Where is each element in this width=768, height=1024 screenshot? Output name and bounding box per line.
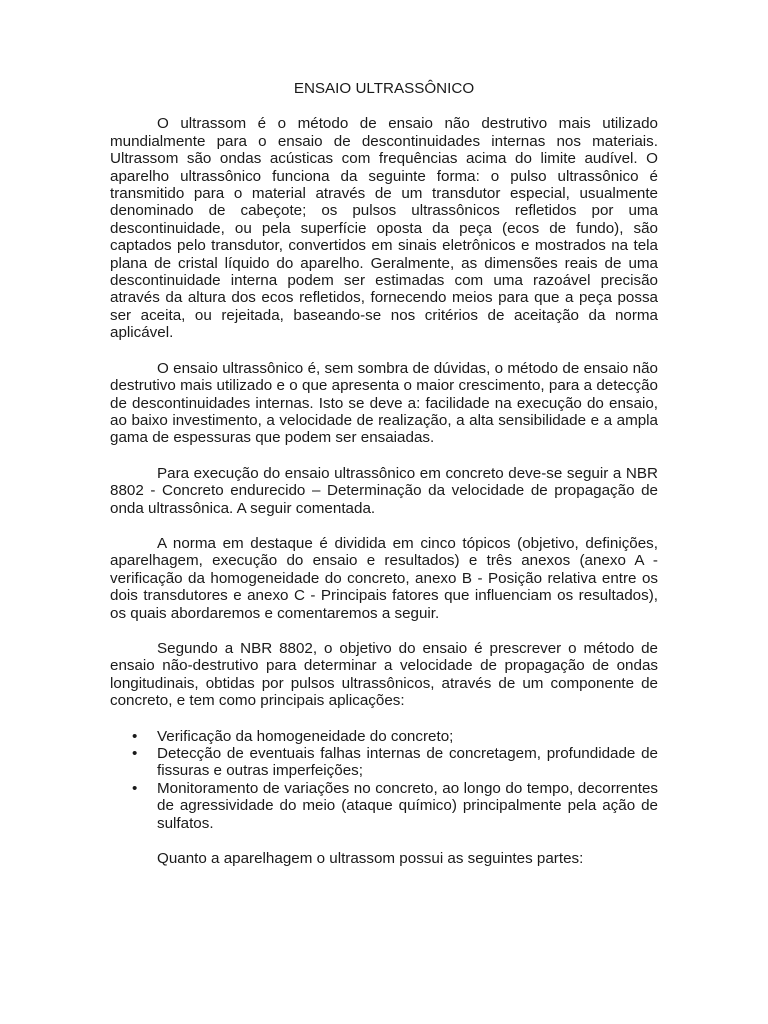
paragraph-norm-structure: A norma em destaque é dividida em cinco tópicos (objetivo, definições, aparelhagem, execução do ensaio e resultados) e três anexos (anexo A - verificação da homogeneidade do concreto, anexo B - Posição relativa entre os dois transdutores e anexo C - Principais fatores que influenciam os resultados), os quais abordaremos e comentaremos a seguir. (110, 534, 658, 622)
paragraph-advantages: O ensaio ultrassônico é, sem sombra de dúvidas, o método de ensaio não destrutivo mais utilizado e o que apresenta o maior crescimento, para a detecção de descontinuidades internas. Isto se deve a: facilidade na execução do ensaio, ao baixo investimento, a velocidade de realização, a alta sensibilidade e a ampla gama de espessuras que podem ser ensaiadas. (110, 359, 658, 447)
paragraph-intro: O ultrassom é o método de ensaio não destrutivo mais utilizado mundialmente para o ensaio de descontinuidades internas nos materiais. Ultrassom são ondas acústicas com frequências acima do limite audível. O aparelho ultrassônico funciona da seguinte forma: o pulso ultrassônico é transmitido para o material através de um transdutor especial, usualmente denominado de cabeçote; os pulsos ultrassônicos refletidos por uma descontinuidade, ou pela superfície oposta da peça (ecos de fundo), são captados pelo transdutor, convertidos em sinais eletrônicos e mostrados na tela plana de cristal líquido do aparelho. Geralmente, as dimensões reais de uma descontinuidade interna podem ser estimadas com uma razoável precisão através da altura dos ecos refletidos, fornecendo meios para que a peça possa ser aceita, ou rejeitada, baseando-se nos critérios de aceitação da norma aplicável. (110, 115, 658, 342)
list-item: • Detecção de eventuais falhas internas de concretagem, profundidade de fissuras e outras imperfeições; (157, 745, 658, 780)
paragraph-objective: Segundo a NBR 8802, o objetivo do ensaio é prescrever o método de ensaio não-destrutivo para determinar a velocidade de propagação de ondas longitudinais, obtidas por pulsos ultrassônicos, através de um componente de concreto, e tem como principais aplicações: (110, 639, 658, 710)
list-item: • Monitoramento de variações no concreto, ao longo do tempo, decorrentes de agressividade do meio (ataque químico) principalmente pela ação de sulfatos. (157, 780, 658, 832)
document-title: ENSAIO ULTRASSÔNICO (293, 80, 475, 97)
applications-list (110, 728, 658, 832)
document-page (110, 80, 658, 867)
paragraph-nbr-8802: Para execução do ensaio ultrassônico em concreto deve-se seguir a NBR 8802 - Concreto endurecido – Determinação da velocidade de propagação de onda ultrassônica. A seguir comentada. (110, 464, 658, 517)
paragraph-equipment: Quanto a aparelhagem o ultrassom possui as seguintes partes: (157, 850, 584, 868)
list-item: • Verificação da homogeneidade do concreto; (157, 728, 658, 745)
